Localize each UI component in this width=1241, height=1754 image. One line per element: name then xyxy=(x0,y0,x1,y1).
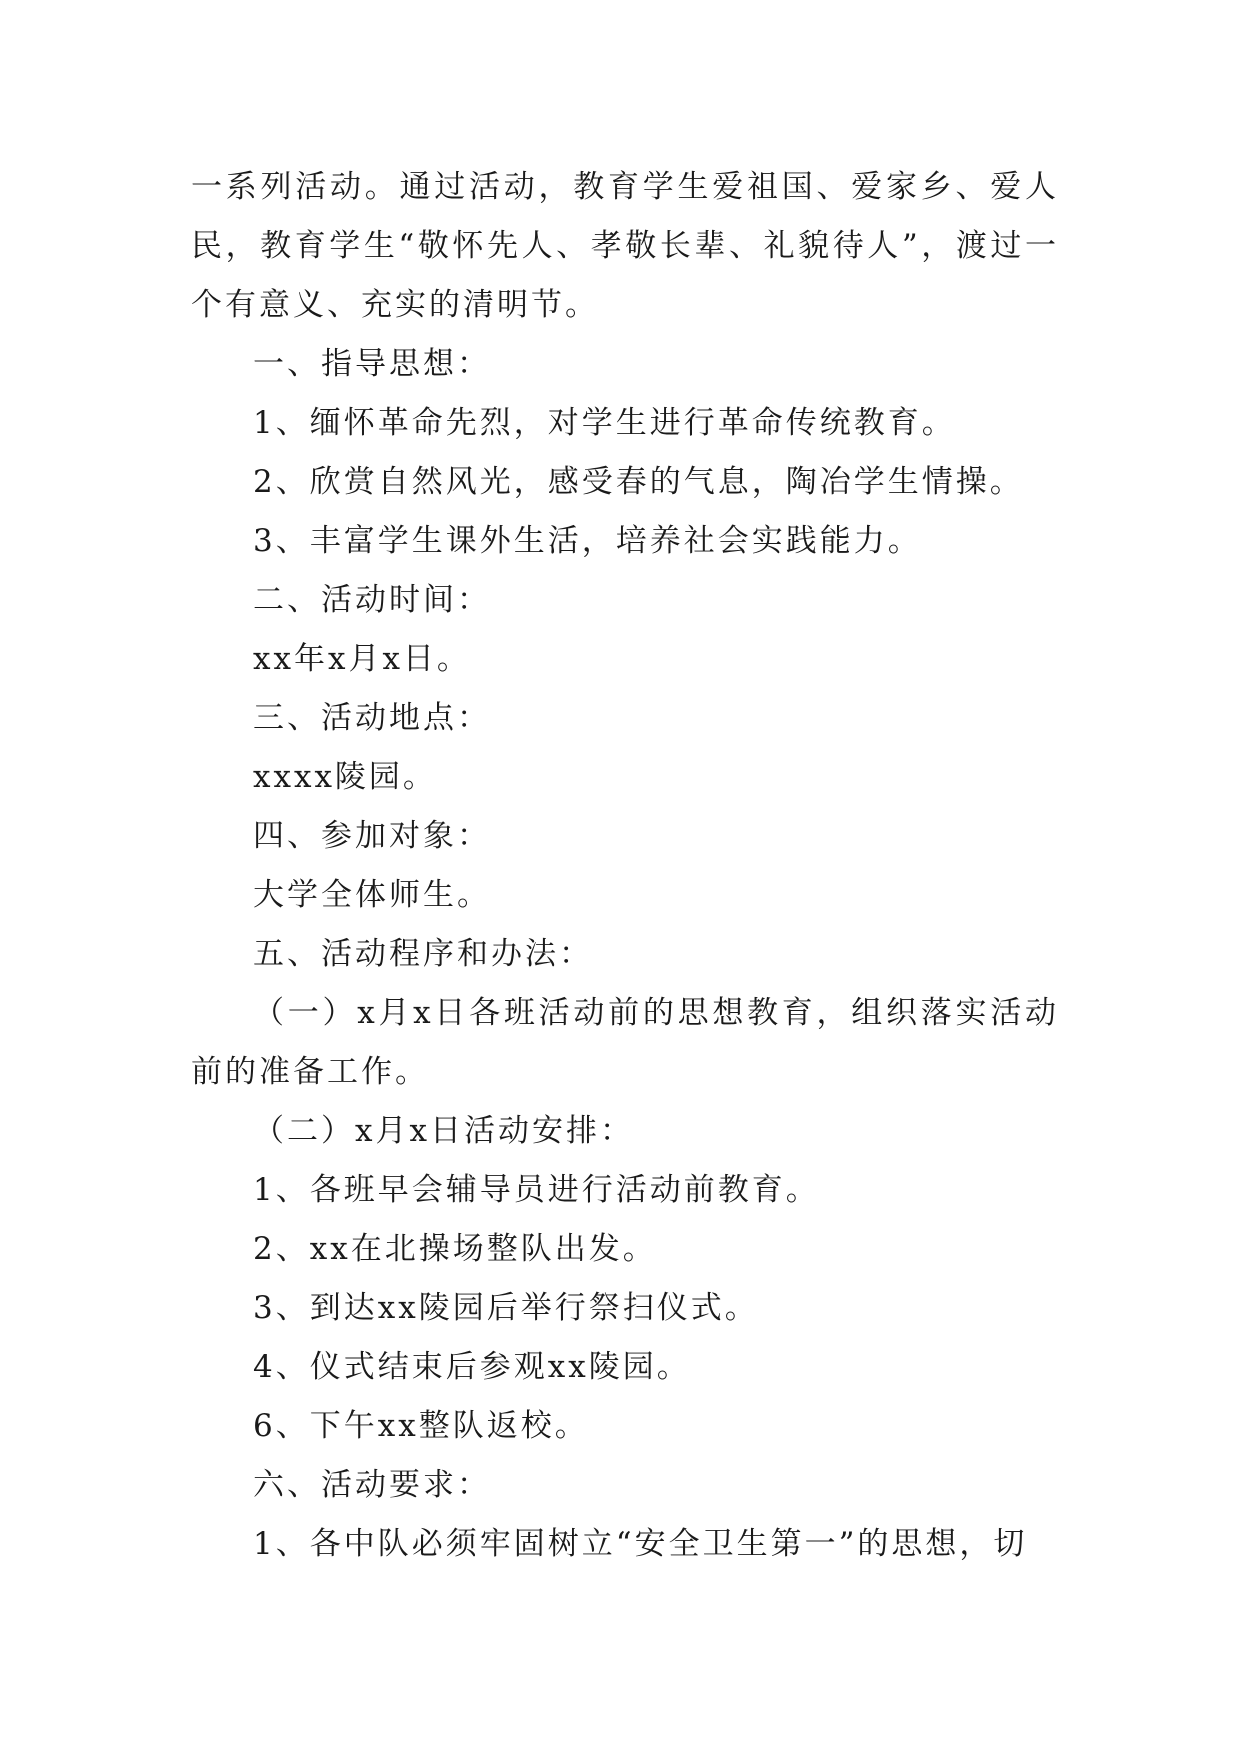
heading-activity-time: 二、活动时间： xyxy=(253,582,491,618)
activity-date: xx年x月x日。 xyxy=(253,641,471,677)
list-item: 3、到达xx陵园后举行祭扫仪式。 xyxy=(253,1290,759,1326)
list-item: 4、仪式结束后参观xx陵园。 xyxy=(253,1349,691,1385)
participants: 大学全体师生。 xyxy=(253,877,491,913)
list-item: 2、xx在北操场整队出发。 xyxy=(253,1231,657,1267)
document-body xyxy=(191,158,1059,1574)
list-item: 3、丰富学生课外生活，培养社会实践能力。 xyxy=(253,523,922,559)
activity-location: xxxx陵园。 xyxy=(253,759,437,795)
list-item: 1、各班早会辅导员进行活动前教育。 xyxy=(253,1172,820,1208)
list-item: 6、下午xx整队返校。 xyxy=(253,1408,589,1444)
list-item: 2、欣赏自然风光，感受春的气息，陶冶学生情操。 xyxy=(253,464,1024,500)
heading-requirements: 六、活动要求： xyxy=(253,1467,491,1503)
paragraph-intro: 一系列活动。通过活动，教育学生爱祖国、爱家乡、爱人民，教育学生“敬怀先人、孝敬长辈、礼貌待人”，渡过一个有意义、充实的清明节。 xyxy=(191,169,1059,323)
list-item: 1、缅怀革命先烈，对学生进行革命传统教育。 xyxy=(253,405,956,441)
procedure-part-one: （一）x月x日各班活动前的思想教育，组织落实活动前的准备工作。 xyxy=(191,995,1059,1090)
list-item: 1、各中队必须牢固树立“安全卫生第一”的思想，切 xyxy=(253,1526,1028,1562)
heading-procedure: 五、活动程序和办法： xyxy=(253,936,593,972)
heading-participants: 四、参加对象： xyxy=(253,818,491,854)
heading-activity-location: 三、活动地点： xyxy=(253,700,491,736)
heading-guiding-thought: 一、指导思想： xyxy=(253,346,491,382)
procedure-part-two: （二）x月x日活动安排： xyxy=(253,1113,634,1149)
